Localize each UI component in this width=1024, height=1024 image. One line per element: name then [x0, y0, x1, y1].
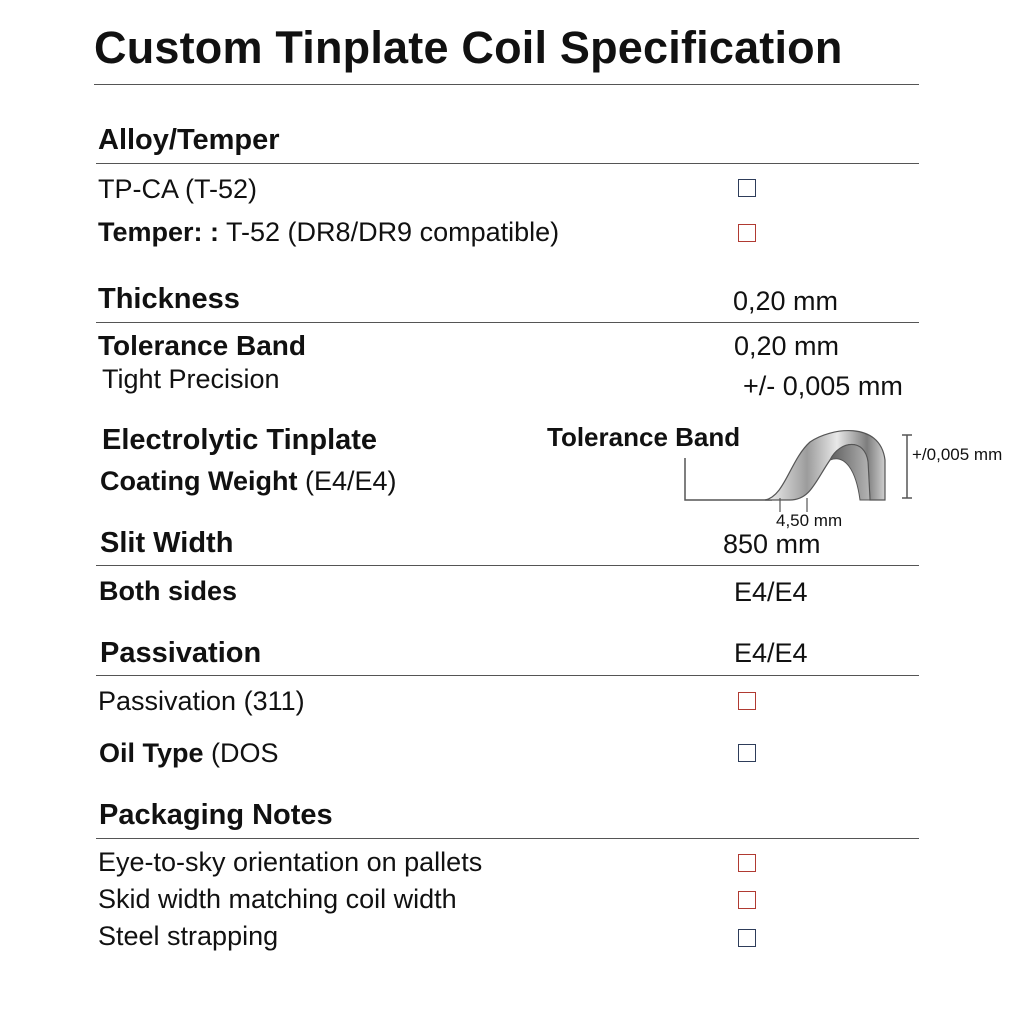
oil-value: (DOS — [211, 738, 279, 768]
alloy-heading: Alloy/Temper — [98, 124, 280, 156]
slit-divider — [96, 565, 919, 566]
passivation-checkbox[interactable] — [738, 692, 756, 710]
alloy-divider — [96, 163, 919, 164]
thickness-heading: Thickness — [98, 283, 240, 315]
coating-weight-value: (E4/E4) — [305, 466, 397, 496]
temper-checkbox[interactable] — [738, 224, 756, 242]
packaging-checkbox-strapping[interactable] — [738, 929, 756, 947]
thickness-value: 0,20 mm — [733, 286, 839, 316]
coil-inner — [830, 445, 870, 501]
alloy-checkbox[interactable] — [738, 179, 756, 197]
passivation-value: E4/E4 — [734, 638, 808, 668]
temper-row — [98, 217, 559, 248]
oil-label: Oil Type — [99, 738, 204, 768]
passivation-item: Passivation (311) — [98, 686, 305, 716]
coating-heading: Electrolytic Tinplate — [102, 424, 378, 456]
coating-row — [100, 466, 397, 497]
slit-value: 850 mm — [723, 529, 821, 559]
passivation-heading: Passivation — [100, 637, 262, 669]
precision-value: +/- 0,005 mm — [743, 371, 903, 401]
packaging-checkbox-skid[interactable] — [738, 891, 756, 909]
packaging-checkbox-pallets[interactable] — [738, 854, 756, 872]
packaging-heading: Packaging Notes — [99, 799, 333, 831]
thickness-divider — [96, 322, 919, 323]
alloy-line: TP-CA (T-52) — [98, 174, 258, 204]
diagram-dimension-bottom: 4,50 mm — [776, 511, 843, 530]
strip-baseline — [685, 458, 772, 500]
precision-label: Tight Precision — [102, 364, 280, 394]
coating-weight-label: Coating Weight — [100, 466, 298, 496]
packaging-item-pallets: Eye-to-sky orientation on pallets — [98, 847, 483, 877]
packaging-item-strapping: Steel strapping — [98, 921, 279, 951]
temper-label: Temper: : — [98, 217, 220, 247]
sides-label: Both sides — [99, 576, 238, 606]
oil-row — [99, 738, 279, 769]
tolerance-value: 0,20 mm — [734, 331, 840, 361]
oil-checkbox[interactable] — [738, 744, 756, 762]
diagram-label: Tolerance Band — [547, 422, 741, 452]
coil-diagram — [680, 420, 1020, 540]
passivation-divider — [96, 675, 919, 676]
diagram-dimension-right: +/0,005 mm — [912, 445, 1003, 464]
slit-heading: Slit Width — [100, 527, 234, 559]
tolerance-heading: Tolerance Band — [98, 330, 306, 361]
packaging-divider — [96, 838, 919, 839]
title-divider — [94, 84, 919, 85]
temper-value: T-52 (DR8/DR9 compatible) — [226, 217, 560, 247]
page-title: Custom Tinplate Coil Specification — [94, 22, 843, 73]
packaging-item-skid: Skid width matching coil width — [98, 884, 457, 914]
sides-value: E4/E4 — [734, 577, 808, 607]
